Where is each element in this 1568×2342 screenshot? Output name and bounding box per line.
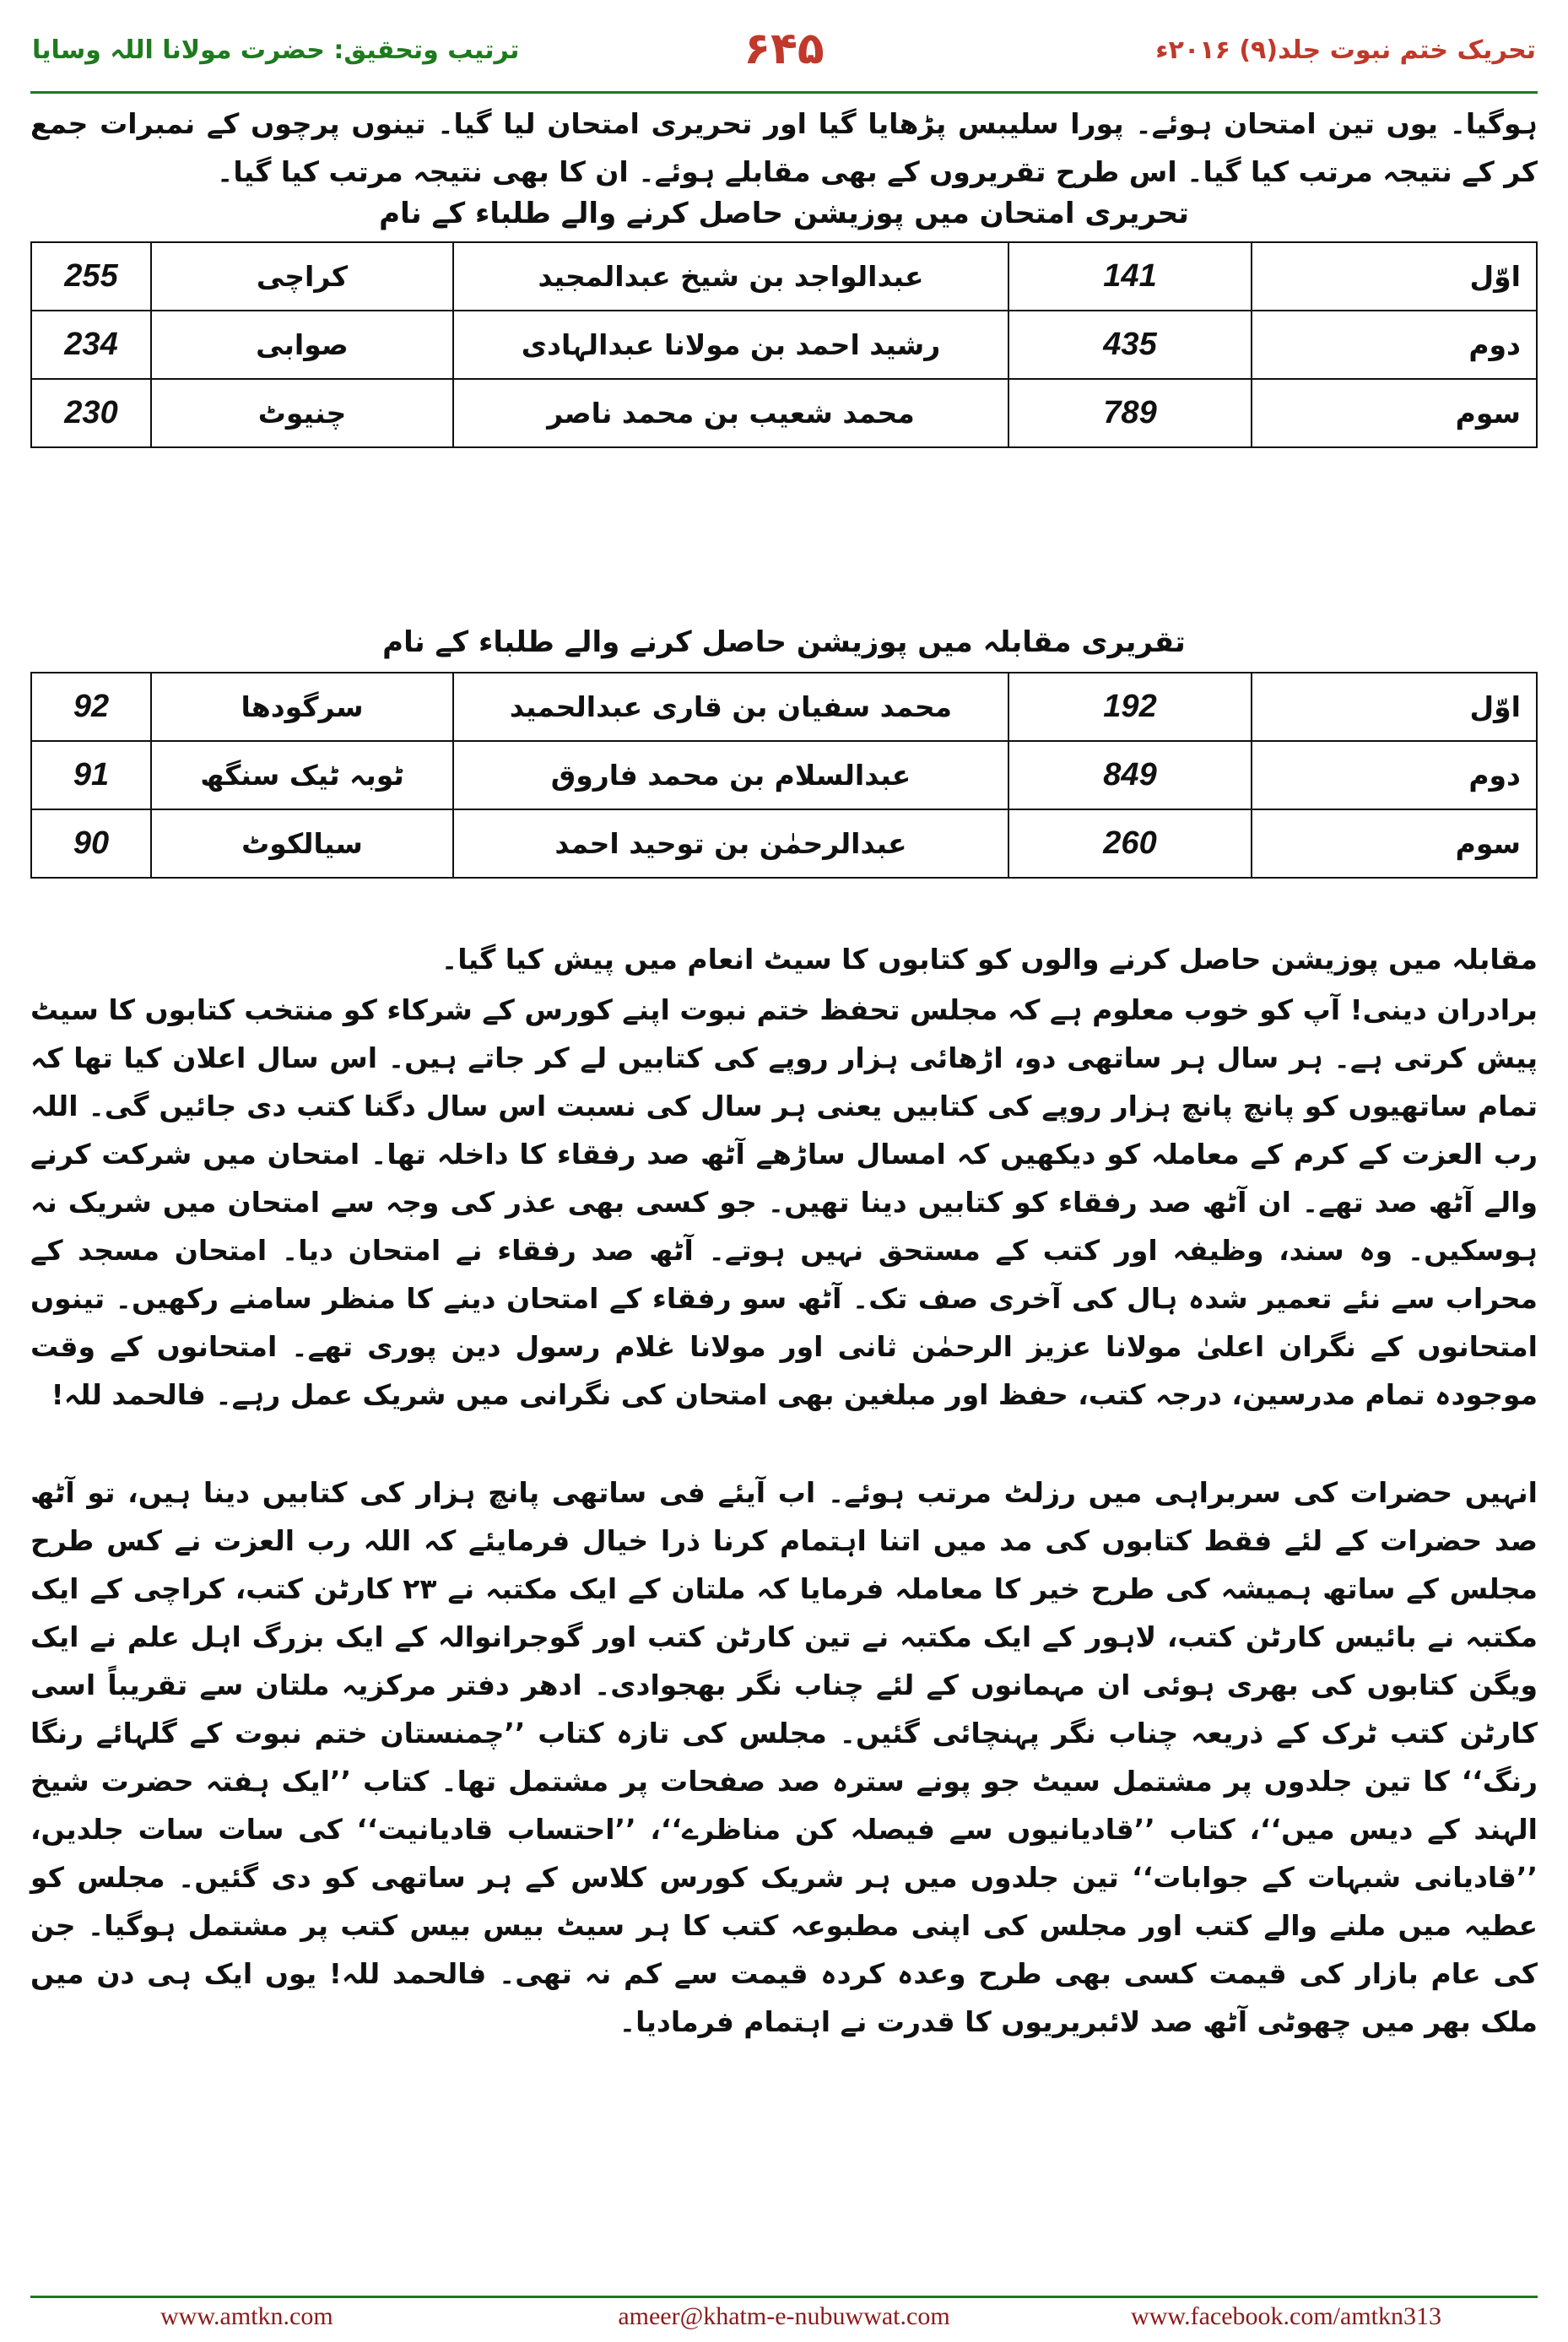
table-row <box>31 379 1537 447</box>
position-cell: دوم <box>1252 741 1537 809</box>
roll-number-cell: 192 <box>1008 673 1252 741</box>
table-row <box>31 741 1537 809</box>
student-name-cell: محمد شعیب بن محمد ناصر <box>453 379 1008 447</box>
table-row <box>31 311 1537 379</box>
speech-contest-caption: تقریری مقابلہ میں پوزیشن حاصل کرنے والے طلباء کے نام <box>382 625 1186 659</box>
student-name-cell: عبدالواجد بن شیخ عبدالمجید <box>453 242 1008 311</box>
header-divider <box>30 91 1538 94</box>
header-author: ترتیب وتحقیق: حضرت مولانا اللہ وسایا <box>32 35 520 65</box>
footer-facebook-link[interactable]: www.facebook.com/amtkn313 <box>1131 2302 1441 2330</box>
marks-cell: 91 <box>31 741 151 809</box>
city-cell: ٹوبہ ٹیک سنگھ <box>151 741 453 809</box>
position-cell: اوّل <box>1252 242 1537 311</box>
page-number: ۶۴۵ <box>743 24 825 74</box>
student-name-cell: عبدالرحمٰن بن توحید احمد <box>453 809 1008 878</box>
footer-email-link[interactable]: ameer@khatm-e-nubuwwat.com <box>618 2302 950 2330</box>
footer-divider <box>30 2296 1538 2298</box>
student-name-cell: عبدالسلام بن محمد فاروق <box>453 741 1008 809</box>
student-name-cell: محمد سفیان بن قاری عبدالحمید <box>453 673 1008 741</box>
position-cell: سوم <box>1252 809 1537 878</box>
city-cell: کراچی <box>151 242 453 311</box>
header-book-title: تحریک ختم نبوت جلد(۹) ۲۰۱۶ء <box>1155 35 1536 65</box>
roll-number-cell: 789 <box>1008 379 1252 447</box>
roll-number-cell: 435 <box>1008 311 1252 379</box>
marks-cell: 230 <box>31 379 151 447</box>
speech-results-table <box>30 672 1538 879</box>
paragraph-prize-note: مقابلہ میں پوزیشن حاصل کرنے والوں کو کتابوں کا سیٹ انعام میں پیش کیا گیا۔ <box>441 943 1538 976</box>
position-cell: دوم <box>1252 311 1537 379</box>
city-cell: سرگودھا <box>151 673 453 741</box>
city-cell: چنیوٹ <box>151 379 453 447</box>
position-cell: سوم <box>1252 379 1537 447</box>
marks-cell: 255 <box>31 242 151 311</box>
city-cell: صوابی <box>151 311 453 379</box>
written-exam-caption: تحریری امتحان میں پوزیشن حاصل کرنے والے طلباء کے نام <box>379 197 1189 230</box>
city-cell: سیالکوٹ <box>151 809 453 878</box>
marks-cell: 92 <box>31 673 151 741</box>
paragraph-book-donations: انہیں حضرات کی سربراہی میں رزلٹ مرتب ہوئے۔ اب آیئے فی ساتھی پانچ ہزار کی کتابیں دینا ہیں، تو آٹھ صد حضرات کے لئے فقط کتابوں کی مد میں اتنا اہتمام کرنا ذرا خیال فرمایئے کہ اللہ رب العزت نے کس طرح مجلس کے ساتھ ہمیشہ کی طرح خیر کا معاملہ فرمایا کہ ملتان کے ایک مکتبہ نے ۲۳ کارٹن کتب، کراچی کے ایک مکتبہ نے بائیس کارٹن کتب، لاہور کے ایک مکتبہ نے تین کارٹن کتب اور گوجرانوالہ کے ایک بزرگ اہل علم نے ایک ویگن کتابوں کی بھری ہوئی ان مہمانوں کے لئے چناب نگر بھجوادی۔ ادھر دفتر مرکزیہ ملتان سے تقریباً اسی کارٹن کتب ٹرک کے ذریعہ چناب نگر پہنچائی گئیں۔ مجلس کی تازہ کتاب ’’چمنستان ختم نبوت کے گلہائے رنگا رنگ‘‘ کا تین جلدوں پر مشتمل سیٹ جو پونے سترہ صد صفحات پر مشتمل تھا۔ کتاب ’’ایک ہفتہ حضرت شیخ الہند کے دیس میں‘‘، کتاب ’’قادیانیوں سے فیصلہ کن مناظرے‘‘، ’’احتساب قادیانیت‘‘ کی سات سات جلدیں، ’’قادیانی شبہات کے جوابات‘‘ تین جلدوں میں ہر شریک کورس کلاس کے ہر ساتھی کو دی گئیں۔ مجلس کو عطیہ میں ملنے والے کتب اور مجلس کی اپنی مطبوعہ کتب کا ہر سیٹ بیس بیس کتب پر مشتمل ہوگیا۔ جن کی عام بازار کی قیمت کسی بھی طرح وعدہ کردہ قیمت سے کم نہ تھی۔ فالحمد للہ! یوں ایک ہی دن میں ملک بھر میں چھوٹی آٹھ صد لائبریریوں کا قدرت نے اہتمام فرمادیا۔ <box>30 1476 1538 2038</box>
marks-cell: 90 <box>31 809 151 878</box>
roll-number-cell: 849 <box>1008 741 1252 809</box>
table-row <box>31 242 1537 311</box>
written-results-table <box>30 241 1538 448</box>
student-name-cell: رشید احمد بن مولانا عبدالہادی <box>453 311 1008 379</box>
roll-number-cell: 260 <box>1008 809 1252 878</box>
table-row <box>31 673 1537 741</box>
marks-cell: 234 <box>31 311 151 379</box>
roll-number-cell: 141 <box>1008 242 1252 311</box>
paragraph-intro: ہوگیا۔ یوں تین امتحان ہوئے۔ پورا سلیبس پڑھایا گیا اور تحریری امتحان لیا گیا۔ تینوں پرچوں کے نمبرات جمع کر کے نتیجہ مرتب کیا گیا۔ اس طرح تقریروں کے بھی مقابلے ہوئے۔ ان کا بھی نتیجہ مرتب کیا گیا۔ <box>30 107 1538 188</box>
position-cell: اوّل <box>1252 673 1537 741</box>
paragraph-books-distribution: برادران دینی! آپ کو خوب معلوم ہے کہ مجلس تحفظ ختم نبوت اپنے کورس کے شرکاء کو منتخب کتابوں کا سیٹ پیش کرتی ہے۔ ہر سال ہر ساتھی دو، اڑھائی ہزار روپے کی کتابیں لے کر جاتے ہیں۔ اس سال اعلان کیا تھا کہ تمام ساتھیوں کو پانچ پانچ ہزار روپے کی کتابیں یعنی ہر سال کی نسبت اس سال دگنا کتب دی جائیں گی۔ اللہ رب العزت کے کرم کے معاملہ کو دیکھیں کہ امسال ساڑھے آٹھ صد رفقاء کا داخلہ تھا۔ امتحان میں شرکت کرنے والے آٹھ صد تھے۔ ان آٹھ صد رفقاء کو کتابیں دینا تھیں۔ جو کسی بھی عذر کی وجہ سے امتحان میں شریک نہ ہوسکیں۔ وہ سند، وظیفہ اور کتب کے مستحق نہیں ہوتے۔ آٹھ صد رفقاء نے امتحان دیا۔ امتحان مسجد کے محراب سے نئے تعمیر شدہ ہال کی آخری صف تک۔ آٹھ سو رفقاء کے امتحان دینے کا منظر سامنے رکھیں۔ تینوں امتحانوں کے نگران اعلیٰ مولانا عزیز الرحمٰن ثانی اور مولانا غلام رسول دین پوری تھے۔ امتحانوں کے وقت موجودہ تمام مدرسین، درجہ کتب، حفظ اور مبلغین بھی امتحان کی نگرانی میں شریک عمل رہے۔ فالحمد للہ! <box>30 993 1538 1411</box>
table-row <box>31 809 1537 878</box>
footer-website-link[interactable]: www.amtkn.com <box>160 2302 333 2330</box>
